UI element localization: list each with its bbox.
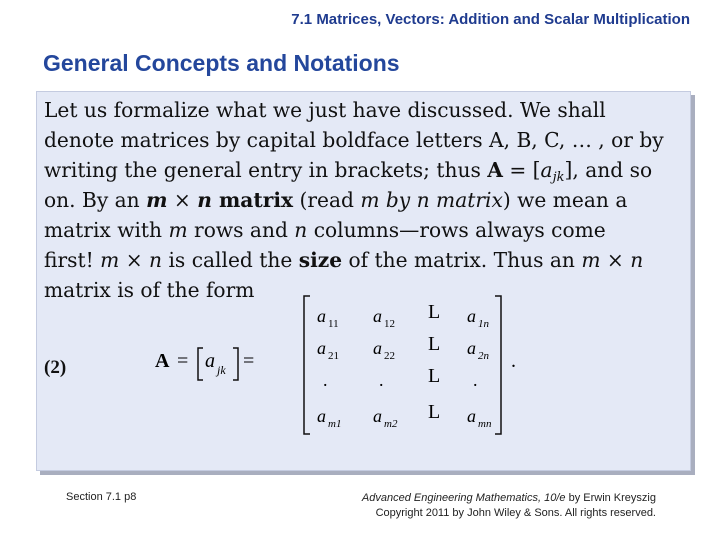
text-run: rows and (187, 218, 295, 242)
matrix-cell-4-4: a (467, 406, 476, 426)
book-author: by Erwin Kreyszig (565, 492, 656, 504)
equals-sign: = (177, 350, 189, 372)
text-run: is called the (162, 248, 299, 272)
left-bracket-small (198, 348, 203, 380)
body-line-3 (44, 155, 684, 185)
matrix-cell-2-1: a (317, 338, 326, 358)
page-title: General Concepts and Notations (43, 50, 400, 76)
footer-citation (362, 491, 656, 521)
text-run: on. By an (44, 188, 147, 212)
matrix-subscript-1-4: 1n (478, 318, 489, 330)
text-run: of the matrix. Thus an (342, 248, 582, 272)
matrix-cell-2-4: a (467, 338, 476, 358)
bold-A: A (487, 158, 503, 182)
end-period: . (511, 350, 516, 372)
text-run: = [ (502, 158, 541, 182)
matrix-cell-1-1: a (317, 306, 326, 326)
matrix-cell-3-2: . (379, 370, 384, 390)
matrix-cell-1-3: L (428, 301, 441, 323)
footer-section-ref: Section 7.1 p8 (66, 491, 137, 503)
entry-jk: jk (217, 363, 226, 377)
italic-a: a (540, 158, 553, 182)
body-line-7: matrix is of the form (44, 278, 255, 302)
subscript-jk: jk (552, 170, 565, 185)
matrix-subscript-1-1: 11 (328, 318, 339, 330)
section-number: 7.1 (291, 11, 313, 28)
matrix-subscript-2-1: 21 (328, 350, 339, 362)
times-sign: × (600, 248, 631, 272)
right-bracket-large (495, 296, 501, 434)
matrix-cell-3-4: . (473, 370, 478, 390)
matrix-subscript-2-4: 2n (478, 350, 489, 362)
italic-m: m (168, 218, 188, 242)
book-title: Advanced Engineering Mathematics, 10/e (361, 492, 566, 504)
footer-book-line (362, 491, 656, 506)
section-title: Matrices, Vectors: Addition and Scalar Multiplication (316, 11, 690, 28)
equation-label: (2) (44, 357, 67, 378)
body-line-6 (44, 245, 684, 275)
times-sign: × (119, 248, 150, 272)
matrix-cell-3-3: L (428, 365, 441, 387)
slide-header-title (291, 11, 690, 28)
italic-m-by-n: m by n matrix (360, 188, 503, 212)
italic-m: m (100, 248, 120, 272)
text-run: matrix with (44, 218, 169, 242)
matrix-cell-1-2: a (373, 306, 382, 326)
bold-size: size (298, 248, 343, 272)
content-box (36, 91, 691, 471)
matrix-cell-2-2: a (373, 338, 382, 358)
matrix-cell-4-2: a (373, 406, 382, 426)
text-run: columns—rows always come (307, 218, 606, 242)
matrix-subscript-4-1: m1 (328, 418, 342, 430)
matrix-cells (317, 301, 492, 430)
italic-n: n (149, 248, 163, 272)
text-run: ) we mean a (502, 188, 628, 212)
text-run: writing the general entry in brackets; thus (44, 158, 488, 182)
bold-italic-m: m (146, 188, 168, 212)
body-line-4 (44, 185, 684, 215)
bold-matrix: matrix (211, 188, 294, 212)
text-run: (read (293, 188, 361, 212)
matrix-cell-2-3: L (428, 333, 441, 355)
right-bracket-small (233, 348, 238, 380)
equals-sign-2: = (243, 350, 255, 372)
body-line-2: denote matrices by capital boldface letters A, B, C, … , or by (44, 128, 664, 152)
matrix-cell-3-1: . (323, 370, 328, 390)
matrix-cell-4-1: a (317, 406, 326, 426)
text-run: ], and so (564, 158, 653, 182)
left-bracket-large (304, 296, 310, 434)
matrix-cell-4-3: L (428, 401, 441, 423)
matrix-subscript-2-2: 22 (384, 350, 395, 362)
matrix-equation (147, 292, 527, 440)
bold-italic-n: n (197, 188, 212, 212)
body-line-1: Let us formalize what we just have discussed. We shall (44, 98, 606, 122)
times-sign: × (167, 188, 198, 212)
italic-n: n (630, 248, 644, 272)
matrix-subscript-4-4: mn (478, 418, 492, 430)
entry-a: a (205, 350, 215, 372)
italic-m: m (581, 248, 601, 272)
footer-copyright: Copyright 2011 by John Wiley & Sons. All rights reserved. (375, 507, 656, 519)
lhs-bold-A: A (155, 350, 170, 372)
matrix-subscript-4-2: m2 (384, 418, 398, 430)
body-line-5 (44, 215, 684, 245)
matrix-subscript-1-2: 12 (384, 318, 395, 330)
body-paragraph (44, 95, 684, 305)
matrix-cell-1-4: a (467, 306, 476, 326)
italic-n: n (294, 218, 308, 242)
text-run: first! (44, 248, 101, 272)
